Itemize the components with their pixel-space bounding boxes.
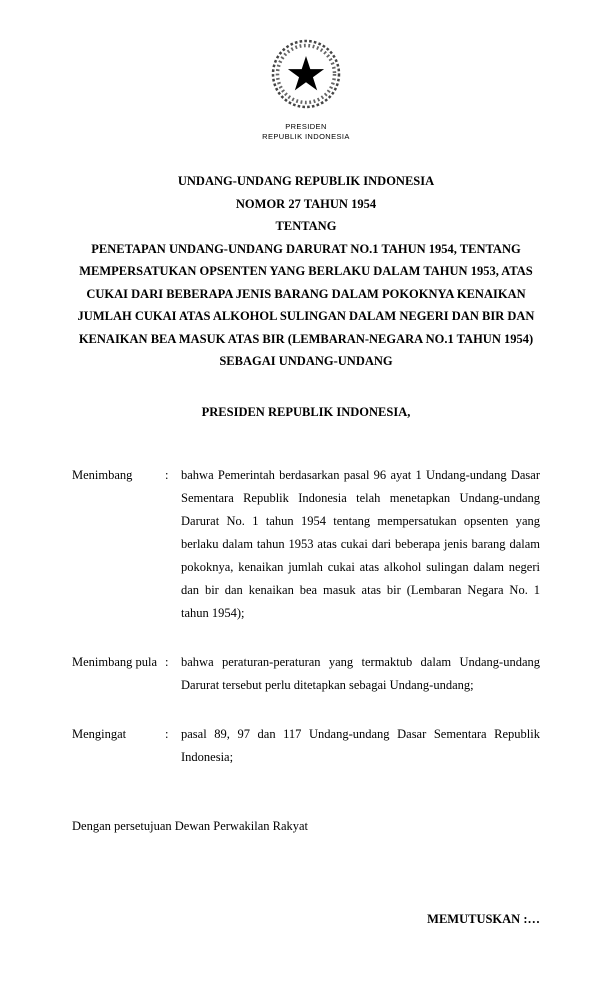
clause-mengingat [72, 723, 540, 769]
salutation-line: PRESIDEN REPUBLIK INDONESIA, [201, 404, 411, 419]
clause-text: bahwa peraturan-peraturan yang termaktub dalam Undang-undang Darurat tersebut perlu ditetapkan sebagai Undang-undang; [181, 654, 540, 692]
clause-text: bahwa Pemerintah berdasarkan pasal 96 ayat 1 Undang-undang Dasar Sementara Republik Indonesia telah menetapkan Undang-undang Darurat No. 1 tahun 1954 tentang mempersatukan opsenten yang berlaku dalam tahun 1953 atas cukai dari beberapa jenis barang dalam pokoknya, kenaikan jumlah cukai atas alkohol sulingan dalam negeri dan bir dan kenaikan bea masuk atas bir (Lembaran Negara No. 1 tahun 1954); [181, 467, 540, 620]
document-title-block [72, 170, 540, 373]
clause-label: Menimbang pula [72, 654, 158, 669]
title-line-tentang: TENTANG [275, 219, 337, 233]
clause-label: Mengingat [72, 726, 127, 741]
letterhead-presiden: PRESIDEN [285, 122, 327, 131]
letterhead-republik: REPUBLIK INDONESIA [262, 132, 350, 141]
title-subject-paragraph: PENETAPAN UNDANG-UNDANG DARURAT NO.1 TAHUN 1954, TENTANG MEMPERSATUKAN OPSENTEN YANG BERLAKU DALAM TAHUN 1953, ATAS CUKAI DARI BEBERAPA JENIS BARANG DALAM POKOKNYA KENAIKAN JUMLAH CUKAI ATAS ALKOHOL SULINGAN DALAM NEGERI DAN BIR DAN KENAIKAN BEA MASUK ATAS BIR (LEMBARAN-NEGARA NO.1 TAHUN 1954) SEBAGAI UNDANG-UNDANG [77, 241, 535, 368]
preamble-clauses [72, 464, 540, 769]
clause-label: Menimbang [72, 467, 133, 482]
title-line-number: NOMOR 27 TAHUN 1954 [235, 196, 377, 211]
clause-separator: : [165, 726, 169, 741]
clause-separator: : [165, 654, 169, 669]
agreement-line: Dengan persetujuan Dewan Perwakilan Rakyat [72, 818, 309, 833]
letterhead-caption [72, 122, 540, 142]
clause-separator: : [165, 467, 169, 482]
clause-menimbang-pula [72, 651, 540, 697]
title-line-law: UNDANG-UNDANG REPUBLIK INDONESIA [177, 174, 435, 188]
memutuskan-line: MEMUTUSKAN :… [427, 912, 540, 926]
letterhead [72, 34, 540, 142]
clause-menimbang [72, 464, 540, 625]
star-wreath-emblem-icon [264, 34, 348, 118]
clause-text: pasal 89, 97 dan 117 Undang-undang Dasar Sementara Republik Indonesia; [181, 726, 540, 764]
